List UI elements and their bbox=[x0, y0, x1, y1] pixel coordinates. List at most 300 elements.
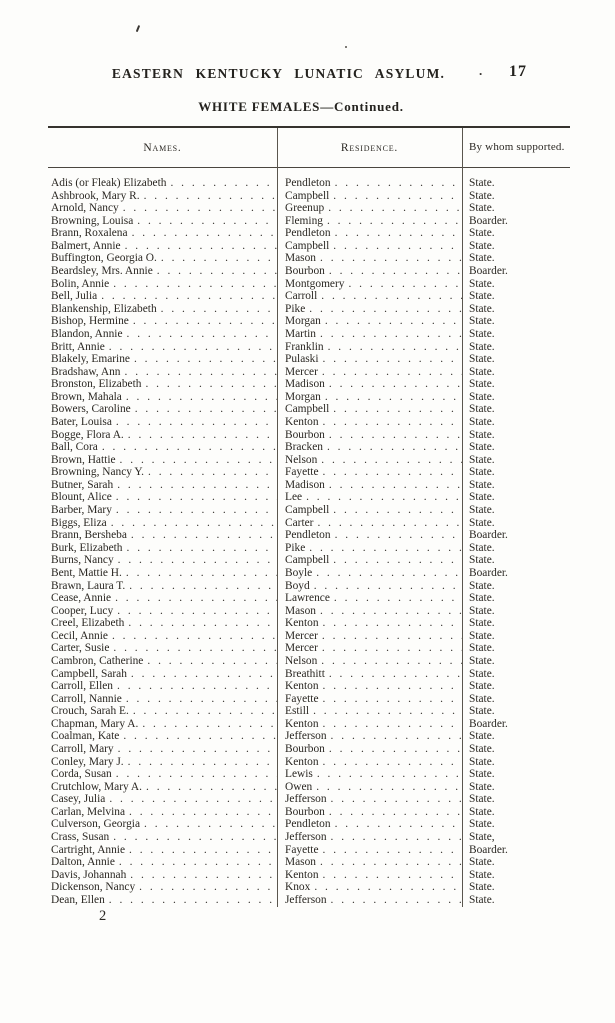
dot-leader bbox=[331, 529, 462, 542]
row-supported: State. bbox=[469, 378, 495, 391]
row-residence: Kenton bbox=[285, 755, 319, 768]
dot-leader bbox=[312, 567, 462, 580]
table-row bbox=[48, 730, 570, 743]
row-supported: State. bbox=[469, 868, 495, 881]
row-name: Casey, Julia bbox=[51, 793, 106, 806]
row-name: Brann, Roxalena bbox=[51, 227, 128, 240]
dot-leader bbox=[325, 265, 462, 278]
dot-leader bbox=[119, 202, 277, 215]
row-supported: State. bbox=[469, 252, 495, 265]
dot-leader bbox=[318, 630, 462, 643]
row-residence: Mercer bbox=[285, 365, 318, 378]
row-supported: State. bbox=[469, 177, 495, 189]
dot-leader bbox=[331, 227, 462, 240]
row-name: Chapman, Mary A. bbox=[51, 717, 139, 730]
dot-leader bbox=[319, 680, 462, 693]
row-supported: State. bbox=[469, 239, 495, 252]
row-name: Ashbrook, Mary R. bbox=[51, 189, 140, 202]
row-residence: Lewis bbox=[285, 768, 313, 781]
row-residence: Nelson bbox=[285, 453, 318, 466]
row-supported: State. bbox=[469, 227, 495, 240]
row-supported: Boarder. bbox=[469, 265, 508, 278]
row-supported: State. bbox=[469, 415, 495, 428]
table-row bbox=[48, 894, 570, 907]
row-supported: Boarder. bbox=[469, 214, 508, 227]
table-header-row bbox=[48, 126, 570, 168]
row-residence: Franklin bbox=[285, 340, 324, 353]
dot-leader bbox=[122, 567, 277, 580]
dot-leader bbox=[107, 517, 277, 530]
dot-leader bbox=[331, 177, 462, 190]
row-residence: Jefferson bbox=[285, 893, 327, 906]
row-name: Bell, Julia bbox=[51, 290, 98, 303]
row-residence: Pendleton bbox=[285, 529, 331, 542]
row-name: Balmert, Annie bbox=[51, 239, 121, 252]
row-name: Beardsley, Mrs. Annie bbox=[51, 265, 153, 278]
dot-leader bbox=[321, 315, 462, 328]
dot-leader bbox=[125, 806, 277, 819]
dot-leader bbox=[329, 403, 462, 416]
table-row bbox=[48, 466, 570, 479]
table-row bbox=[48, 806, 570, 819]
row-supported: State. bbox=[469, 453, 495, 466]
row-supported: State. bbox=[469, 629, 495, 642]
column-divider-2 bbox=[462, 128, 463, 907]
page-title: EASTERN KENTUCKY LUNATIC ASYLUM. bbox=[111, 66, 446, 81]
dot-leader bbox=[125, 844, 277, 857]
row-residence: Kenton bbox=[285, 717, 319, 730]
page-number: 17 bbox=[509, 63, 527, 80]
table-row bbox=[48, 353, 570, 366]
row-residence: Campbell bbox=[285, 189, 330, 202]
row-name: Coalman, Kate bbox=[51, 730, 120, 743]
dot-leader bbox=[310, 580, 462, 593]
row-residence: Campbell bbox=[285, 403, 330, 416]
row-supported: State. bbox=[469, 365, 495, 378]
row-residence: Lee bbox=[285, 491, 303, 504]
dot-leader bbox=[112, 491, 277, 504]
row-supported: State. bbox=[469, 755, 495, 768]
dot-leader bbox=[344, 278, 462, 291]
row-supported: State. bbox=[469, 768, 495, 781]
dot-leader bbox=[123, 328, 277, 341]
row-name: Brawn, Laura T. bbox=[51, 579, 126, 592]
row-supported: State. bbox=[469, 604, 495, 617]
table-row bbox=[48, 781, 570, 794]
column-divider-1 bbox=[277, 128, 278, 907]
dot-leader bbox=[325, 479, 462, 492]
dot-leader bbox=[140, 818, 277, 831]
dot-leader bbox=[319, 844, 462, 857]
table-row bbox=[48, 743, 570, 756]
row-supported: State. bbox=[469, 202, 495, 215]
dot-leader bbox=[319, 617, 462, 630]
row-supported: State. bbox=[469, 302, 495, 315]
row-residence: Fayette bbox=[285, 466, 319, 479]
row-residence: Carroll bbox=[285, 290, 318, 303]
row-name: Brown, Hattie bbox=[51, 453, 116, 466]
table-row bbox=[48, 793, 570, 806]
row-name: Cambron, Catherine bbox=[51, 654, 144, 667]
row-name: Butner, Sarah bbox=[51, 478, 114, 491]
dot-leader bbox=[124, 617, 277, 630]
column-header-supported: By whom supported. bbox=[469, 141, 565, 153]
dot-leader bbox=[318, 642, 462, 655]
dot-leader bbox=[124, 756, 277, 769]
row-name: Bradshaw, Ann bbox=[51, 365, 121, 378]
column-header-names: Names. bbox=[143, 141, 182, 154]
row-supported: State. bbox=[469, 642, 495, 655]
row-residence: Estill bbox=[285, 705, 310, 718]
dot-leader bbox=[305, 303, 462, 316]
dot-leader bbox=[317, 454, 462, 467]
table-row bbox=[48, 441, 570, 454]
section-subtitle: WHITE FEMALES—Continued. bbox=[198, 99, 404, 114]
row-name: Burk, Elizabeth bbox=[51, 541, 123, 554]
row-name: Browning, Louisa bbox=[51, 214, 134, 227]
dot-leader bbox=[114, 743, 277, 756]
dot-leader bbox=[305, 542, 462, 555]
dot-leader bbox=[129, 705, 277, 718]
row-name: Browning, Nancy Y. bbox=[51, 466, 145, 479]
row-supported: State. bbox=[469, 353, 495, 366]
dot-leader bbox=[319, 466, 462, 479]
row-supported: State. bbox=[469, 617, 495, 630]
row-name: Culverson, Georgia bbox=[51, 818, 141, 831]
row-supported: State. bbox=[469, 818, 495, 831]
dot-leader bbox=[127, 668, 277, 681]
row-name: Buffington, Georgia O. bbox=[51, 252, 157, 265]
row-name: Crutchlow, Mary A. bbox=[51, 780, 143, 793]
table-row bbox=[48, 705, 570, 718]
dot-leader bbox=[302, 491, 462, 504]
row-name: Davis, Johannah bbox=[51, 868, 127, 881]
row-residence: Fleming bbox=[285, 214, 323, 227]
table-row bbox=[48, 554, 570, 567]
row-residence: Kenton bbox=[285, 680, 319, 693]
table-row bbox=[48, 642, 570, 655]
dot-leader bbox=[109, 642, 277, 655]
row-name: Bater, Louisa bbox=[51, 415, 112, 428]
table-row bbox=[48, 517, 570, 530]
row-supported: State. bbox=[469, 705, 495, 718]
dot-leader bbox=[112, 416, 277, 429]
dot-leader bbox=[319, 718, 462, 731]
table-row bbox=[48, 580, 570, 593]
dot-leader bbox=[98, 441, 277, 454]
row-residence: Boyle bbox=[285, 566, 313, 579]
dot-leader bbox=[330, 592, 462, 605]
table-row bbox=[48, 328, 570, 341]
dot-leader bbox=[128, 227, 277, 240]
dot-leader bbox=[319, 869, 462, 882]
row-name: Britt, Annie bbox=[51, 340, 105, 353]
dot-leader bbox=[105, 793, 277, 806]
row-supported: State. bbox=[469, 327, 495, 340]
row-name: Bronston, Elizabeth bbox=[51, 378, 142, 391]
dot-leader bbox=[142, 781, 277, 794]
row-supported: State. bbox=[469, 881, 495, 894]
dot-leader bbox=[325, 743, 462, 756]
table-row bbox=[48, 177, 570, 190]
dot-leader bbox=[309, 705, 462, 718]
row-supported: Boarder. bbox=[469, 717, 508, 730]
row-supported: State. bbox=[469, 592, 495, 605]
dot-leader bbox=[112, 504, 277, 517]
row-residence: Bourbon bbox=[285, 805, 325, 818]
row-supported: State. bbox=[469, 315, 495, 328]
row-supported: State. bbox=[469, 491, 495, 504]
row-name: Burns, Nancy bbox=[51, 554, 114, 567]
dot-leader bbox=[129, 315, 277, 328]
table-row bbox=[48, 818, 570, 831]
dot-leader bbox=[325, 668, 462, 681]
row-residence: Jefferson bbox=[285, 793, 327, 806]
row-residence: Owen bbox=[285, 780, 313, 793]
table-row bbox=[48, 504, 570, 517]
row-residence: Morgan bbox=[285, 315, 321, 328]
dot-leader bbox=[113, 479, 277, 492]
row-name: Bishop, Hermine bbox=[51, 315, 129, 328]
row-supported: State. bbox=[469, 743, 495, 756]
row-residence: Fayette bbox=[285, 843, 319, 856]
row-residence: Breathitt bbox=[285, 667, 325, 680]
row-supported: State. bbox=[469, 428, 495, 441]
table-row bbox=[48, 265, 570, 278]
dot-leader bbox=[133, 215, 277, 228]
table-row bbox=[48, 718, 570, 731]
row-name: Ball, Cora bbox=[51, 441, 98, 454]
row-name: Bogge, Flora A. bbox=[51, 428, 124, 441]
row-supported: Boarder. bbox=[469, 529, 508, 542]
row-supported: State. bbox=[469, 579, 495, 592]
dot-leader bbox=[108, 630, 277, 643]
dot-leader bbox=[324, 341, 462, 354]
table-row bbox=[48, 190, 570, 203]
table-row bbox=[48, 529, 570, 542]
table-row bbox=[48, 856, 570, 869]
row-residence: Mason bbox=[285, 856, 317, 869]
dot-leader bbox=[325, 429, 462, 442]
row-name: Blandon, Annie bbox=[51, 327, 123, 340]
dot-leader bbox=[157, 303, 277, 316]
row-name: Adis (or Fleak) Elizabeth bbox=[51, 177, 167, 189]
table-row bbox=[48, 227, 570, 240]
row-supported: State. bbox=[469, 390, 495, 403]
row-residence: Morgan bbox=[285, 390, 321, 403]
row-name: Carter, Susie bbox=[51, 642, 110, 655]
table-row bbox=[48, 403, 570, 416]
dot-leader bbox=[316, 856, 462, 869]
row-name: Brown, Mahala bbox=[51, 390, 122, 403]
row-supported: State. bbox=[469, 856, 495, 869]
row-supported: State. bbox=[469, 893, 495, 906]
row-residence: Kenton bbox=[285, 415, 319, 428]
row-supported: State. bbox=[469, 189, 495, 202]
dot-leader bbox=[323, 215, 462, 228]
table-row bbox=[48, 240, 570, 253]
row-residence: Greenup bbox=[285, 202, 325, 215]
table-row bbox=[48, 479, 570, 492]
table-row bbox=[48, 341, 570, 354]
row-residence: Pendleton bbox=[285, 177, 331, 189]
row-residence: Bracken bbox=[285, 441, 323, 454]
dot-leader bbox=[121, 366, 278, 379]
dot-leader bbox=[143, 655, 277, 668]
dot-leader bbox=[97, 290, 277, 303]
dot-leader bbox=[321, 391, 462, 404]
table-row bbox=[48, 252, 570, 265]
row-name: Cecil, Annie bbox=[51, 629, 108, 642]
dot-leader bbox=[126, 869, 277, 882]
row-supported: State. bbox=[469, 805, 495, 818]
table-row bbox=[48, 605, 570, 618]
table-row bbox=[48, 378, 570, 391]
table-body bbox=[48, 168, 570, 907]
dot-leader bbox=[327, 894, 462, 907]
scan-artifact-dot bbox=[345, 46, 347, 48]
row-name: Crass, Susan bbox=[51, 831, 110, 844]
dot-leader bbox=[153, 265, 277, 278]
row-name: Blakely, Emarine bbox=[51, 353, 130, 366]
scan-artifact-period: . bbox=[479, 63, 483, 78]
row-residence: Jefferson bbox=[285, 831, 327, 844]
row-residence: Campbell bbox=[285, 239, 330, 252]
dot-leader bbox=[329, 554, 462, 567]
dot-leader bbox=[331, 818, 462, 831]
dot-leader bbox=[105, 894, 277, 907]
row-supported: State. bbox=[469, 516, 495, 529]
dot-leader bbox=[329, 240, 462, 253]
row-residence: Fayette bbox=[285, 692, 319, 705]
row-residence: Mercer bbox=[285, 629, 318, 642]
dot-leader bbox=[113, 680, 277, 693]
dot-leader bbox=[109, 278, 277, 291]
dot-leader bbox=[312, 781, 462, 794]
dot-leader bbox=[122, 693, 277, 706]
row-residence: Boyd bbox=[285, 579, 310, 592]
row-supported: State. bbox=[469, 680, 495, 693]
row-residence: Mason bbox=[285, 252, 317, 265]
table-row bbox=[48, 831, 570, 844]
dot-leader bbox=[313, 517, 462, 530]
row-supported: State. bbox=[469, 654, 495, 667]
row-residence: Nelson bbox=[285, 654, 318, 667]
dot-leader bbox=[318, 366, 462, 379]
table-row bbox=[48, 693, 570, 706]
dot-leader bbox=[317, 290, 462, 303]
row-supported: State. bbox=[469, 692, 495, 705]
dot-leader bbox=[141, 378, 277, 391]
table-row bbox=[48, 844, 570, 857]
row-supported: Boarder. bbox=[469, 843, 508, 856]
dot-leader bbox=[125, 580, 277, 593]
dot-leader bbox=[324, 202, 462, 215]
dot-leader bbox=[325, 806, 462, 819]
table-row bbox=[48, 542, 570, 555]
dot-leader bbox=[157, 252, 277, 265]
patients-table bbox=[48, 126, 570, 907]
row-supported: State. bbox=[469, 780, 495, 793]
table-row bbox=[48, 680, 570, 693]
row-name: Dean, Ellen bbox=[51, 893, 105, 906]
row-residence: Madison bbox=[285, 378, 325, 391]
dot-leader bbox=[327, 793, 462, 806]
row-residence: Pike bbox=[285, 541, 306, 554]
dot-leader bbox=[166, 177, 277, 190]
row-residence: Campbell bbox=[285, 504, 330, 517]
dot-leader bbox=[116, 454, 277, 467]
table-row bbox=[48, 869, 570, 882]
dot-leader bbox=[123, 542, 278, 555]
row-name: Blount, Alice bbox=[51, 491, 112, 504]
row-supported: State. bbox=[469, 504, 495, 517]
dot-leader bbox=[319, 756, 462, 769]
dot-leader bbox=[323, 441, 462, 454]
dot-leader bbox=[114, 554, 277, 567]
dot-leader bbox=[122, 391, 277, 404]
row-supported: State. bbox=[469, 554, 495, 567]
row-supported: State. bbox=[469, 403, 495, 416]
dot-leader bbox=[121, 240, 277, 253]
row-residence: Mercer bbox=[285, 642, 318, 655]
row-residence: Pulaski bbox=[285, 353, 319, 366]
row-name: Cooper, Lucy bbox=[51, 604, 114, 617]
table-row bbox=[48, 655, 570, 668]
dot-leader bbox=[140, 190, 277, 203]
dot-leader bbox=[130, 353, 277, 366]
row-name: Cartright, Annie bbox=[51, 843, 126, 856]
dot-leader bbox=[316, 252, 462, 265]
dot-leader bbox=[135, 881, 277, 894]
dot-leader bbox=[144, 466, 277, 479]
dot-leader bbox=[319, 416, 462, 429]
table-row bbox=[48, 454, 570, 467]
row-residence: Carter bbox=[285, 516, 314, 529]
row-supported: State. bbox=[469, 290, 495, 303]
dot-leader bbox=[316, 605, 462, 618]
row-name: Corda, Susan bbox=[51, 768, 112, 781]
dot-leader bbox=[138, 718, 277, 731]
row-supported: State. bbox=[469, 466, 495, 479]
row-name: Carroll, Ellen bbox=[51, 680, 113, 693]
table-row bbox=[48, 215, 570, 228]
row-name: Blankenship, Elizabeth bbox=[51, 302, 157, 315]
table-row bbox=[48, 592, 570, 605]
row-residence: Montgomery bbox=[285, 277, 345, 290]
row-name: Cease, Annie bbox=[51, 592, 112, 605]
table-row bbox=[48, 202, 570, 215]
row-residence: Madison bbox=[285, 478, 325, 491]
row-name: Biggs, Eliza bbox=[51, 516, 107, 529]
row-residence: Knox bbox=[285, 881, 311, 894]
dot-leader bbox=[127, 529, 277, 542]
row-name: Carroll, Mary bbox=[51, 743, 114, 756]
row-residence: Bourbon bbox=[285, 428, 325, 441]
row-name: Arnold, Nancy bbox=[51, 202, 119, 215]
row-residence: Jefferson bbox=[285, 730, 327, 743]
dot-leader bbox=[329, 504, 462, 517]
row-residence: Kenton bbox=[285, 617, 319, 630]
row-supported: State. bbox=[469, 340, 495, 353]
row-supported: State. bbox=[469, 478, 495, 491]
dot-leader bbox=[316, 328, 462, 341]
dot-leader bbox=[109, 831, 277, 844]
table-row bbox=[48, 290, 570, 303]
table-row bbox=[48, 630, 570, 643]
row-residence: Campbell bbox=[285, 554, 330, 567]
row-residence: Bourbon bbox=[285, 265, 325, 278]
